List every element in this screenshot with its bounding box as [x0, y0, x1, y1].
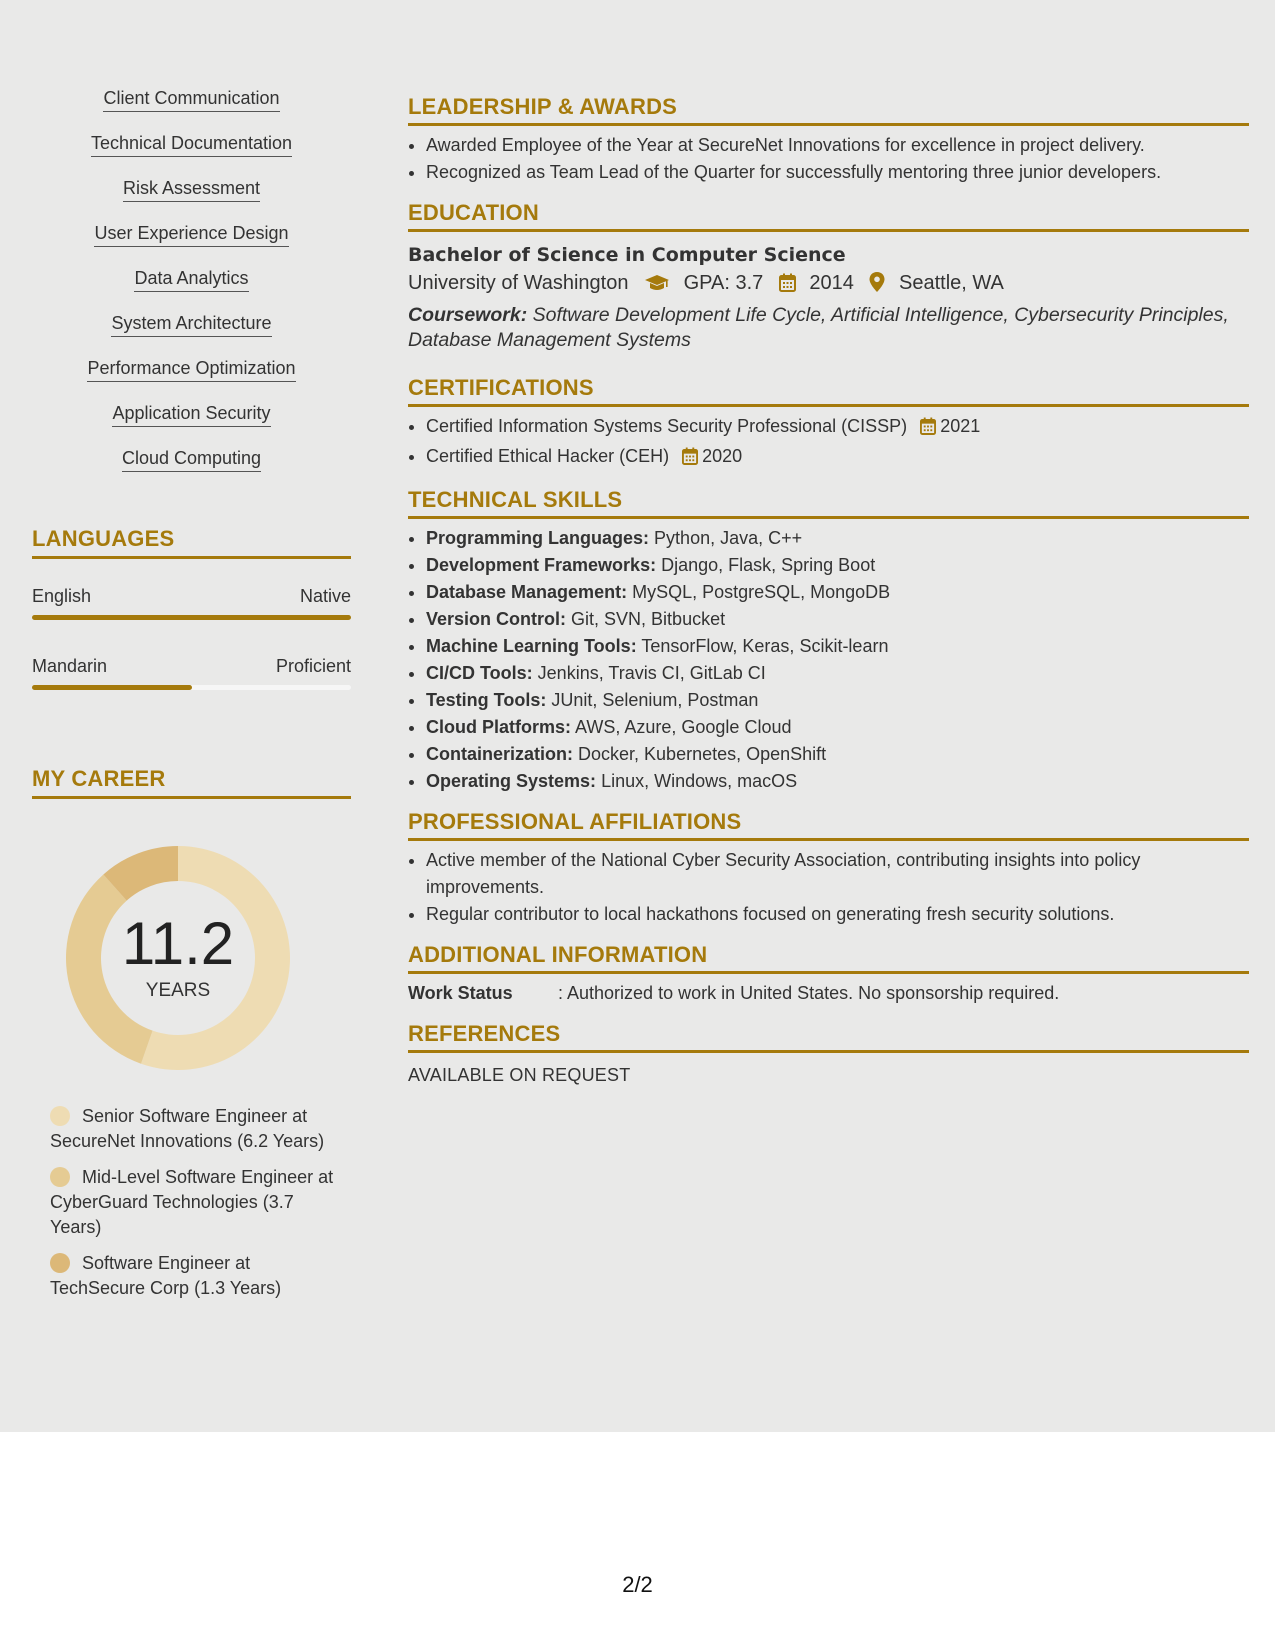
skill-item: Performance Optimization — [32, 356, 351, 383]
technical-skills-list — [408, 525, 1249, 795]
language-bar-fill — [32, 615, 351, 620]
skill-values: Django, Flask, Spring Boot — [661, 555, 876, 575]
list-item: • Active member of the National Cyber Security Association, contributing insights into policy improvements. — [426, 847, 1249, 901]
language-bar-english — [32, 615, 351, 620]
skill-row — [426, 741, 1249, 768]
skill-item: Application Security — [32, 401, 351, 428]
legend-label: Senior Software Engineer at SecureNet Innovations (6.2 Years) — [50, 1106, 325, 1151]
location-pin-icon — [869, 271, 885, 301]
legend-dot — [50, 1106, 70, 1126]
legend-item — [50, 1251, 335, 1301]
skill-values: MySQL, PostgreSQL, MongoDB — [632, 582, 891, 602]
degree-title: Bachelor of Science in Computer Science — [408, 244, 846, 266]
left-column — [32, 86, 351, 1406]
skill-values: Python, Java, C++ — [654, 528, 803, 548]
section-heading: EDUCATION — [408, 200, 1249, 232]
list-item: • Regular contributor to local hackathons focused on generating fresh security solutions. — [426, 901, 1249, 928]
work-status-label: Work Status — [408, 983, 513, 1003]
calendar-icon — [779, 271, 796, 301]
career-total-years: 11.2 — [121, 910, 235, 977]
list-item: • Awarded Employee of the Year at SecureNet Innovations for excellence in project delivery. — [426, 132, 1249, 159]
certification-year: 2020 — [702, 446, 743, 466]
skills-list — [32, 86, 351, 473]
skill-values: JUnit, Selenium, Postman — [551, 690, 759, 710]
page-number: 2/2 — [622, 1572, 653, 1597]
school-location: Seattle, WA — [899, 272, 1004, 294]
certification-year: 2021 — [940, 416, 981, 436]
school-name: University of Washington — [408, 272, 629, 294]
section-heading: PROFESSIONAL AFFILIATIONS — [408, 809, 1249, 841]
work-status-row — [408, 980, 1249, 1007]
calendar-icon — [682, 446, 698, 473]
languages-heading: LANGUAGES — [32, 526, 351, 559]
skill-category: CI/CD Tools: — [426, 663, 533, 683]
skill-category: Development Frameworks: — [426, 555, 657, 575]
coursework-label: Coursework: — [408, 304, 528, 326]
section-heading: LEADERSHIP & AWARDS — [408, 94, 1249, 126]
legend-dot — [50, 1253, 70, 1273]
skill-item: Client Communication — [32, 86, 351, 113]
skill-item: System Architecture — [32, 311, 351, 338]
work-status-value: : Authorized to work in United States. No sponsorship required. — [558, 983, 1060, 1003]
skill-row — [426, 579, 1249, 606]
skill-row — [426, 633, 1249, 660]
career-years-label: YEARS — [145, 980, 211, 1001]
certification-year-group — [674, 446, 742, 466]
language-level: Native — [299, 586, 351, 606]
skill-row — [426, 687, 1249, 714]
legend-item — [50, 1165, 335, 1240]
additional-info-section — [408, 942, 1249, 1007]
references-section — [408, 1021, 1249, 1086]
skill-category: Database Management: — [426, 582, 628, 602]
certifications-section — [408, 375, 1249, 473]
skill-category: Operating Systems: — [426, 771, 597, 791]
skill-category: Cloud Platforms: — [426, 717, 572, 737]
education-details — [408, 268, 1249, 301]
skill-row — [426, 525, 1249, 552]
skill-category: Containerization: — [426, 744, 573, 764]
certifications-list — [408, 413, 1249, 473]
career-donut-chart — [66, 846, 290, 1070]
technical-skills-section — [408, 487, 1249, 795]
skill-row — [426, 606, 1249, 633]
skill-values: Docker, Kubernetes, OpenShift — [578, 744, 827, 764]
gpa: GPA: 3.7 — [683, 272, 764, 294]
skill-values: Linux, Windows, macOS — [601, 771, 798, 791]
skill-item: Data Analytics — [32, 266, 351, 293]
certification-item — [426, 413, 1249, 443]
coursework-list: Software Development Life Cycle, Artificial Intelligence, Cybersecurity Principles, Database Management Systems — [408, 304, 1229, 351]
language-name: English — [32, 586, 92, 606]
references-text: AVAILABLE ON REQUEST — [408, 1065, 631, 1085]
legend-item — [50, 1104, 335, 1154]
language-level: Proficient — [275, 656, 351, 676]
skill-category: Version Control: — [426, 609, 567, 629]
skill-row — [426, 660, 1249, 687]
skill-values: Git, SVN, Bitbucket — [571, 609, 726, 629]
right-column — [408, 94, 1249, 1100]
certification-name: Certified Information Systems Security Professional (CISSP) — [426, 416, 908, 436]
graduation-cap-icon — [644, 271, 670, 301]
list-item: • Recognized as Team Lead of the Quarter for successfully mentoring three junior developers. — [426, 159, 1249, 186]
career-heading: MY CAREER — [32, 766, 351, 799]
skill-item: Risk Assessment — [32, 176, 351, 203]
section-heading: REFERENCES — [408, 1021, 1249, 1053]
calendar-icon — [920, 416, 936, 443]
skill-item: Cloud Computing — [32, 446, 351, 473]
skill-row — [426, 768, 1249, 795]
skill-item: User Experience Design — [32, 221, 351, 248]
certification-item — [426, 443, 1249, 473]
section-heading: TECHNICAL SKILLS — [408, 487, 1249, 519]
affiliations-section — [408, 809, 1249, 928]
legend-dot — [50, 1167, 70, 1187]
skill-values: Jenkins, Travis CI, GitLab CI — [537, 663, 766, 683]
legend-label: Mid-Level Software Engineer at CyberGuard Technologies (3.7 Years) — [50, 1167, 334, 1237]
education-section — [408, 200, 1249, 353]
coursework — [408, 303, 1249, 353]
graduation-year: 2014 — [809, 272, 854, 294]
skill-values: AWS, Azure, Google Cloud — [575, 717, 792, 737]
skill-category: Machine Learning Tools: — [426, 636, 637, 656]
skill-category: Programming Languages: — [426, 528, 650, 548]
affiliations-list — [408, 847, 1249, 928]
leadership-section — [408, 94, 1249, 186]
skill-row — [426, 552, 1249, 579]
language-bar-fill — [32, 685, 192, 690]
legend-label: Software Engineer at TechSecure Corp (1.3 Years) — [50, 1253, 282, 1298]
section-heading: ADDITIONAL INFORMATION — [408, 942, 1249, 974]
certification-year-group — [912, 416, 980, 436]
skill-row — [426, 714, 1249, 741]
skill-values: TensorFlow, Keras, Scikit-learn — [641, 636, 889, 656]
certification-name: Certified Ethical Hacker (CEH) — [426, 446, 670, 466]
donut-center — [66, 846, 290, 1070]
leadership-list — [408, 132, 1249, 186]
language-bar-mandarin — [32, 685, 351, 690]
skill-item: Technical Documentation — [32, 131, 351, 158]
skill-category: Testing Tools: — [426, 690, 547, 710]
section-heading: CERTIFICATIONS — [408, 375, 1249, 407]
language-name: Mandarin — [32, 656, 108, 676]
career-legend — [50, 1104, 335, 1312]
